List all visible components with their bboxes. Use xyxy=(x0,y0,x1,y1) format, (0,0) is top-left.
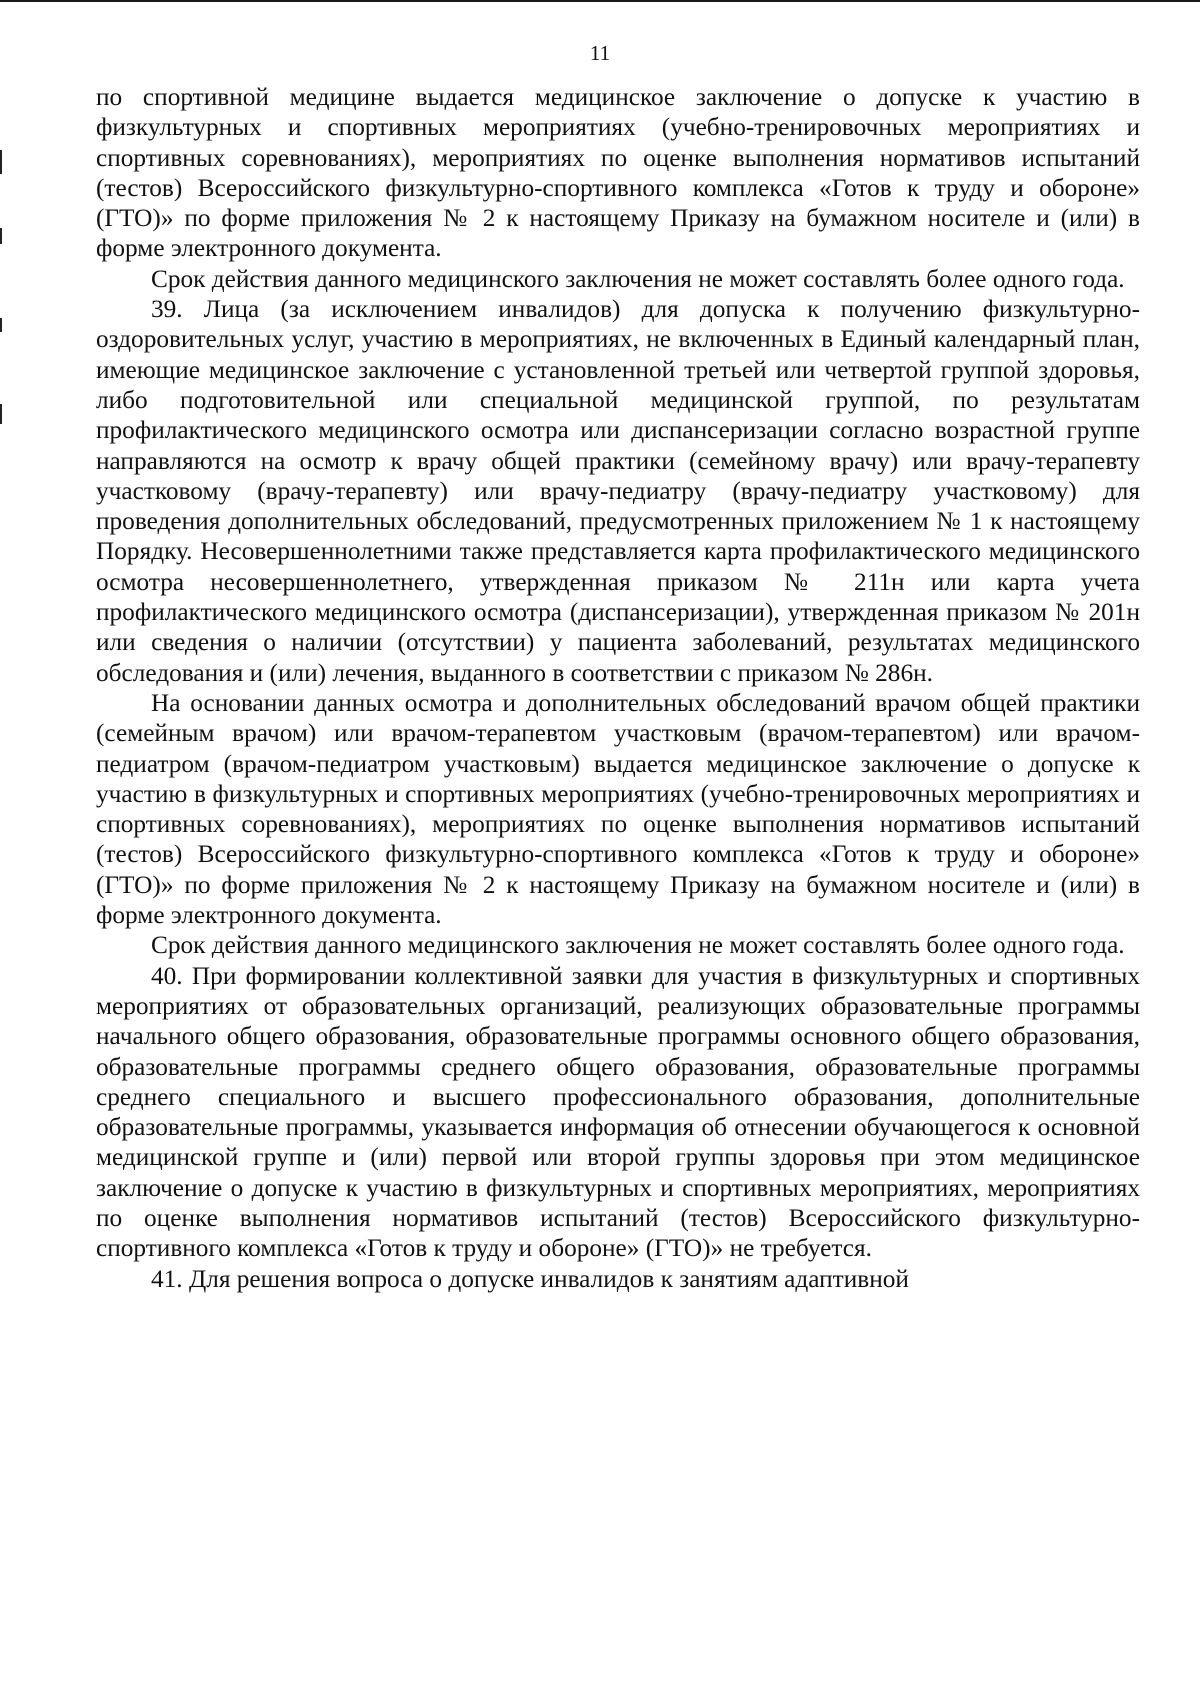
scan-margin-mark xyxy=(0,404,2,424)
scan-margin-mark xyxy=(0,318,2,332)
paragraph-validity-term: Срок действия данного медицинского заключения не может составлять более одного года. xyxy=(151,264,1125,293)
paragraph-item-39: 39. Лица (за исключением инвалидов) для допуска к получению физкультурно-оздоровительных услуг, участию в мероприятиях, не включенных в Единый календарный план, имеющие медицинское заключение с установленной третьей или четвертой группой здоровья, либо подготовительной или специальной медицинской группой, по результатам профилактического медицинского осмотра или диспансеризации согласно возрастной группе направляются на осмотр к врачу общей практики (семейному врачу) или врачу-терапевту участковому (врачу-терапевту) или врачу-педиатру (врачу-педиатру участковому) для проведения дополнительных обследований, предусмотренных приложением № 1 к настоящему Порядку. Несовершеннолетними также представляется карта профилактического медицинского осмотра несовершеннолетнего, утвержденная приказом № 211н или карта учета профилактического медицинского осмотра (диспансеризации), утвержденная приказом № 201н или сведения о наличии (отсутствии) у пациента заболеваний, результатах медицинского обследования и (или) лечения, выданного в соответствии с приказом № 286н. xyxy=(96,295,1140,687)
paragraph-validity-term: Срок действия данного медицинского заключения не может составлять более одного года. xyxy=(151,931,1125,960)
paragraph-continuation: по спортивной медицине выдается медицинское заключение о допуске к участию в физкультурных и спортивных мероприятиях (учебно-тренировочных мероприятиях и спортивных соревнованиях), мероприятиях по оценке выполнения нормативов испытаний (тестов) Всероссийского физкультурно-спортивного комплекса «Готов к труду и обороне» (ГТО)» по форме приложения № 2 к настоящему Приказу на бумажном носителе и (или) в форме электронного документа. xyxy=(96,83,1140,263)
document-body xyxy=(96,82,1140,1294)
scan-margin-mark xyxy=(0,228,2,244)
paragraph-conclusion-issuance: На основании данных осмотра и дополнительных обследований врачом общей практики (семейным врачом) или врачом-терапевтом участковым (врачом-терапевтом) или врачом-педиатром (врачом-педиатром участковым) выдается медицинское заключение о допуске к участию в физкультурных и спортивных мероприятиях (учебно-тренировочных мероприятиях и спортивных соревнованиях), мероприятиях по оценке выполнения нормативов испытаний (тестов) Всероссийского физкультурно-спортивного комплекса «Готов к труду и обороне» (ГТО)» по форме приложения № 2 к настоящему Приказу на бумажном носителе и (или) в форме электронного документа. xyxy=(96,688,1140,930)
page-number: 11 xyxy=(589,41,611,65)
paragraph-item-41: 41. Для решения вопроса о допуске инвалидов к занятиям адаптивной xyxy=(151,1264,909,1293)
paragraph-item-40: 40. При формировании коллективной заявки для участия в физкультурных и спортивных мероприятиях от образовательных организаций, реализующих образовательные программы начального общего образования, образовательные программы основного общего образования, образовательные программы среднего общего образования, образовательные программы среднего специального и высшего профессионального образования, дополнительные образовательные программы, указывается информация об отнесении обучающегося к основной медицинской группе и (или) первой или второй группы здоровья при этом медицинское заключение о допуске к участию в физкультурных и спортивных мероприятиях, мероприятиях по оценке выполнения нормативов испытаний (тестов) Всероссийского физкультурно-спортивного комплекса «Готов к труду и обороне» (ГТО)» не требуется. xyxy=(96,961,1140,1263)
scan-margin-mark xyxy=(0,150,2,174)
scan-top-edge xyxy=(0,0,1200,2)
